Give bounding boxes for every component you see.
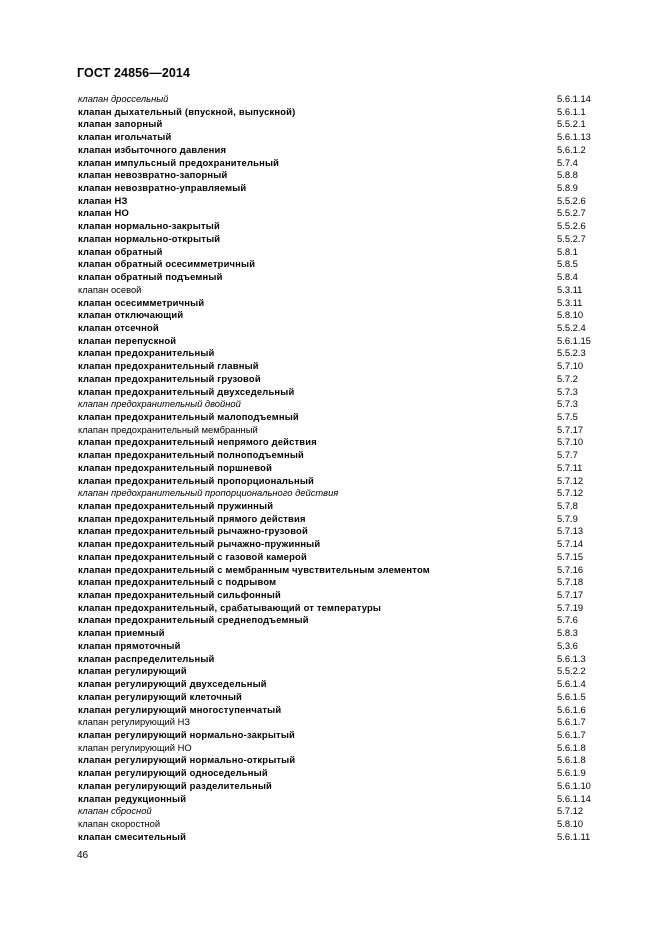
index-row [78, 665, 608, 678]
index-row [78, 258, 608, 271]
index-term: клапан предохранительный полноподъемный [78, 449, 304, 461]
index-term: клапан предохранительный прямого действия [78, 512, 306, 524]
index-clause-ref: 5.7.5 [557, 410, 578, 422]
index-term: клапан невозвратно-запорный [78, 169, 228, 181]
index-term: клапан регулирующий НЗ [78, 716, 191, 728]
index-term: клапан невозвратно-управляемый [78, 182, 247, 194]
index-row [78, 729, 608, 742]
index-term: клапан скоростной [78, 817, 161, 829]
index-clause-ref: 5.7.16 [557, 563, 584, 575]
index-clause-ref: 5.6.1.1 [557, 105, 586, 117]
index-term: клапан предохранительный непрямого действия [78, 436, 317, 448]
index-term: клапан предохранительный с подрывом [78, 576, 277, 588]
index-clause-ref: 5.8.4 [557, 271, 578, 283]
index-term: клапан приемный [78, 627, 165, 639]
index-term: клапан регулирующий разделительный [78, 779, 272, 791]
index-row [78, 564, 608, 577]
index-clause-ref: 5.7.18 [557, 576, 584, 588]
index-clause-ref: 5.8.9 [557, 182, 578, 194]
index-row [78, 691, 608, 704]
index-clause-ref: 5.7.9 [557, 512, 578, 524]
index-clause-ref: 5.6.1.3 [557, 652, 586, 664]
index-clause-ref: 5.7.12 [557, 474, 584, 486]
index-term: клапан отсечной [78, 321, 159, 333]
index-clause-ref: 5.5.2.3 [557, 347, 586, 359]
index-clause-ref: 5.8.1 [557, 245, 578, 257]
index-row [78, 118, 608, 131]
index-row [78, 449, 608, 462]
index-term: клапан регулирующий нормально-закрытый [78, 728, 296, 740]
index-row [78, 487, 608, 500]
index-term: клапан предохранительный рычажно-грузовой [78, 525, 308, 537]
index-clause-ref: 5.6.1.9 [557, 767, 586, 779]
index-row [78, 360, 608, 373]
index-term: клапан осесимметричный [78, 296, 205, 308]
index-term: клапан обратный [78, 245, 163, 257]
index-row [78, 678, 608, 691]
index-row [78, 195, 608, 208]
index-row [78, 347, 608, 360]
index-clause-ref: 5.6.1.2 [557, 143, 586, 155]
index-row [78, 589, 608, 602]
index-clause-ref: 5.3.11 [557, 283, 583, 295]
index-row [78, 716, 608, 729]
index-term: клапан регулирующий нормально-открытый [78, 754, 296, 766]
index-term: клапан предохранительный главный [78, 360, 259, 372]
page-number: 46 [77, 850, 89, 861]
document-header: ГОСТ 24856—2014 [77, 66, 191, 80]
index-term: клапан сбросной [78, 805, 152, 817]
index-term: клапан дыхательный (впускной, выпускной) [78, 105, 296, 117]
index-row [78, 246, 608, 259]
index-row [78, 157, 608, 170]
index-clause-ref: 5.6.1.8 [557, 741, 586, 753]
index-row [78, 754, 608, 767]
index-row [78, 551, 608, 564]
index-term: клапан НО [78, 207, 129, 219]
index-clause-ref: 5.6.1.10 [557, 779, 591, 791]
index-row [78, 538, 608, 551]
index-row [78, 144, 608, 157]
index-clause-ref: 5.3.11 [557, 296, 583, 308]
index-term: клапан прямоточный [78, 639, 181, 651]
index-clause-ref: 5.8.3 [557, 627, 578, 639]
index-row [78, 411, 608, 424]
index-term: клапан предохранительный среднеподъемный [78, 614, 309, 626]
index-clause-ref: 5.7.10 [557, 360, 584, 372]
index-row [78, 704, 608, 717]
index-term: клапан предохранительный двойной [78, 398, 241, 410]
index-clause-ref: 5.5.2.2 [557, 665, 586, 677]
index-row [78, 500, 608, 513]
index-clause-ref: 5.6.1.7 [557, 728, 586, 740]
index-row [78, 131, 608, 144]
index-row [78, 767, 608, 780]
index-clause-ref: 5.7.10 [557, 436, 584, 448]
index-clause-ref: 5.8.10 [557, 309, 584, 321]
index-row [78, 653, 608, 666]
index-row [78, 614, 608, 627]
index-term: клапан предохранительный малоподъемный [78, 410, 299, 422]
index-clause-ref: 5.6.1.15 [557, 334, 591, 346]
index-row [78, 462, 608, 475]
index-term: клапан отключающий [78, 309, 184, 321]
index-clause-ref: 5.7.2 [557, 372, 578, 384]
index-clause-ref: 5.6.1.13 [557, 131, 591, 143]
index-clause-ref: 5.6.1.5 [557, 690, 586, 702]
index-clause-ref: 5.7.13 [557, 525, 584, 537]
index-term: клапан обратный осесимметричный [78, 258, 256, 270]
index-clause-ref: 5.5.2.6 [557, 194, 586, 206]
index-row [78, 386, 608, 399]
index-term: клапан распределительный [78, 652, 215, 664]
index-clause-ref: 5.7.8 [557, 500, 578, 511]
index-clause-ref: 5.7.17 [557, 423, 584, 435]
index-clause-ref: 5.7.19 [557, 601, 584, 613]
index-term: клапан игольчатый [78, 131, 172, 143]
index-term: клапан предохранительный сильфонный [78, 589, 281, 601]
index-term: клапан предохранительный с мембранным чувствительным элементом [78, 563, 430, 575]
index-clause-ref: 5.8.5 [557, 258, 578, 270]
index-term: клапан предохранительный, срабатывающий от температуры [78, 601, 382, 613]
index-clause-ref: 5.7.3 [557, 385, 578, 397]
index-row [78, 831, 608, 844]
index-clause-ref: 5.5.2.6 [557, 220, 586, 232]
index-term: клапан избыточного давления [78, 143, 227, 155]
index-term: клапан предохранительный пропорциональный [78, 474, 315, 486]
index-term: клапан предохранительный пружинный [78, 500, 274, 511]
index-clause-ref: 5.7.12 [557, 487, 584, 499]
index-row [78, 322, 608, 335]
index-row [78, 373, 608, 386]
index-term: клапан НЗ [78, 194, 128, 206]
index-term: клапан регулирующий клеточный [78, 690, 243, 702]
index-term: клапан дроссельный [78, 93, 169, 104]
index-term: клапан предохранительный рычажно-пружинный [78, 538, 321, 550]
index-term: клапан регулирующий многоступенчатый [78, 703, 282, 715]
index-term: клапан нормально-открытый [78, 232, 221, 244]
index-row [78, 627, 608, 640]
index-clause-ref: 5.7.17 [557, 589, 584, 601]
index-term: клапан предохранительный двухседельный [78, 385, 295, 397]
index-term: клапан обратный подъемный [78, 271, 223, 283]
index-term: клапан запорный [78, 118, 163, 130]
index-clause-ref: 5.7.11 [557, 461, 583, 473]
index-clause-ref: 5.7.4 [557, 156, 578, 168]
index-clause-ref: 5.6.1.8 [557, 754, 586, 766]
index-row [78, 207, 608, 220]
index-clause-ref: 5.5.2.1 [557, 118, 586, 130]
index-clause-ref: 5.5.2.4 [557, 321, 586, 333]
index-clause-ref: 5.3.6 [557, 639, 578, 651]
index-term: клапан перепускной [78, 334, 177, 346]
index-row [78, 525, 608, 538]
index-clause-ref: 5.7.15 [557, 550, 584, 562]
index-term: клапан импульсный предохранительный [78, 156, 280, 168]
index-term: клапан регулирующий НО [78, 741, 192, 753]
index-row [78, 640, 608, 653]
index-term: клапан регулирующий двухседельный [78, 678, 267, 690]
index-row [78, 220, 608, 233]
index-row [78, 475, 608, 488]
index-clause-ref: 5.6.1.11 [557, 830, 591, 842]
index-term: клапан предохранительный [78, 347, 215, 359]
index-row [78, 93, 608, 106]
index-clause-ref: 5.8.8 [557, 169, 578, 181]
index-clause-ref: 5.5.2.7 [557, 232, 586, 244]
index-term: клапан осевой [78, 283, 142, 295]
index-term: клапан редукционный [78, 792, 187, 804]
index-clause-ref: 5.6.1.4 [557, 678, 586, 690]
index-row [78, 106, 608, 119]
index-term: клапан предохранительный мембранный [78, 423, 258, 435]
index-clause-ref: 5.7.7 [557, 449, 578, 461]
index-clause-ref: 5.7.14 [557, 538, 584, 550]
index-row [78, 818, 608, 831]
index-term: клапан предохранительный грузовой [78, 372, 261, 384]
index-term: клапан предохранительный с газовой камерой [78, 550, 307, 562]
index-term: клапан смесительный [78, 830, 187, 842]
index-row [78, 576, 608, 589]
index-clause-ref: 5.6.1.14 [557, 792, 591, 804]
index-row [78, 780, 608, 793]
index-row [78, 793, 608, 806]
index-row [78, 169, 608, 182]
index-clause-ref: 5.6.1.6 [557, 703, 586, 715]
index-row [78, 513, 608, 526]
index-clause-ref: 5.7.3 [557, 398, 578, 410]
index-row [78, 233, 608, 246]
index-row [78, 805, 608, 818]
index-clause-ref: 5.7.6 [557, 614, 578, 626]
term-index-list [78, 93, 608, 843]
index-clause-ref: 5.6.1.7 [557, 716, 586, 728]
index-term: клапан регулирующий [78, 665, 187, 677]
index-row [78, 436, 608, 449]
index-row [78, 424, 608, 437]
index-row [78, 284, 608, 297]
index-clause-ref: 5.6.1.14 [557, 93, 591, 104]
index-row [78, 602, 608, 615]
index-row [78, 309, 608, 322]
index-term: клапан предохранительный поршневой [78, 461, 273, 473]
index-row [78, 182, 608, 195]
index-row [78, 271, 608, 284]
index-row [78, 335, 608, 348]
index-clause-ref: 5.7.12 [557, 805, 584, 817]
index-row [78, 297, 608, 310]
index-row [78, 742, 608, 755]
index-term: клапан регулирующий односедельный [78, 767, 268, 779]
index-clause-ref: 5.5.2.7 [557, 207, 586, 219]
index-clause-ref: 5.8.10 [557, 817, 584, 829]
index-term: клапан предохранительный пропорционального действия [78, 487, 339, 499]
index-term: клапан нормально-закрытый [78, 220, 220, 232]
index-row [78, 398, 608, 411]
